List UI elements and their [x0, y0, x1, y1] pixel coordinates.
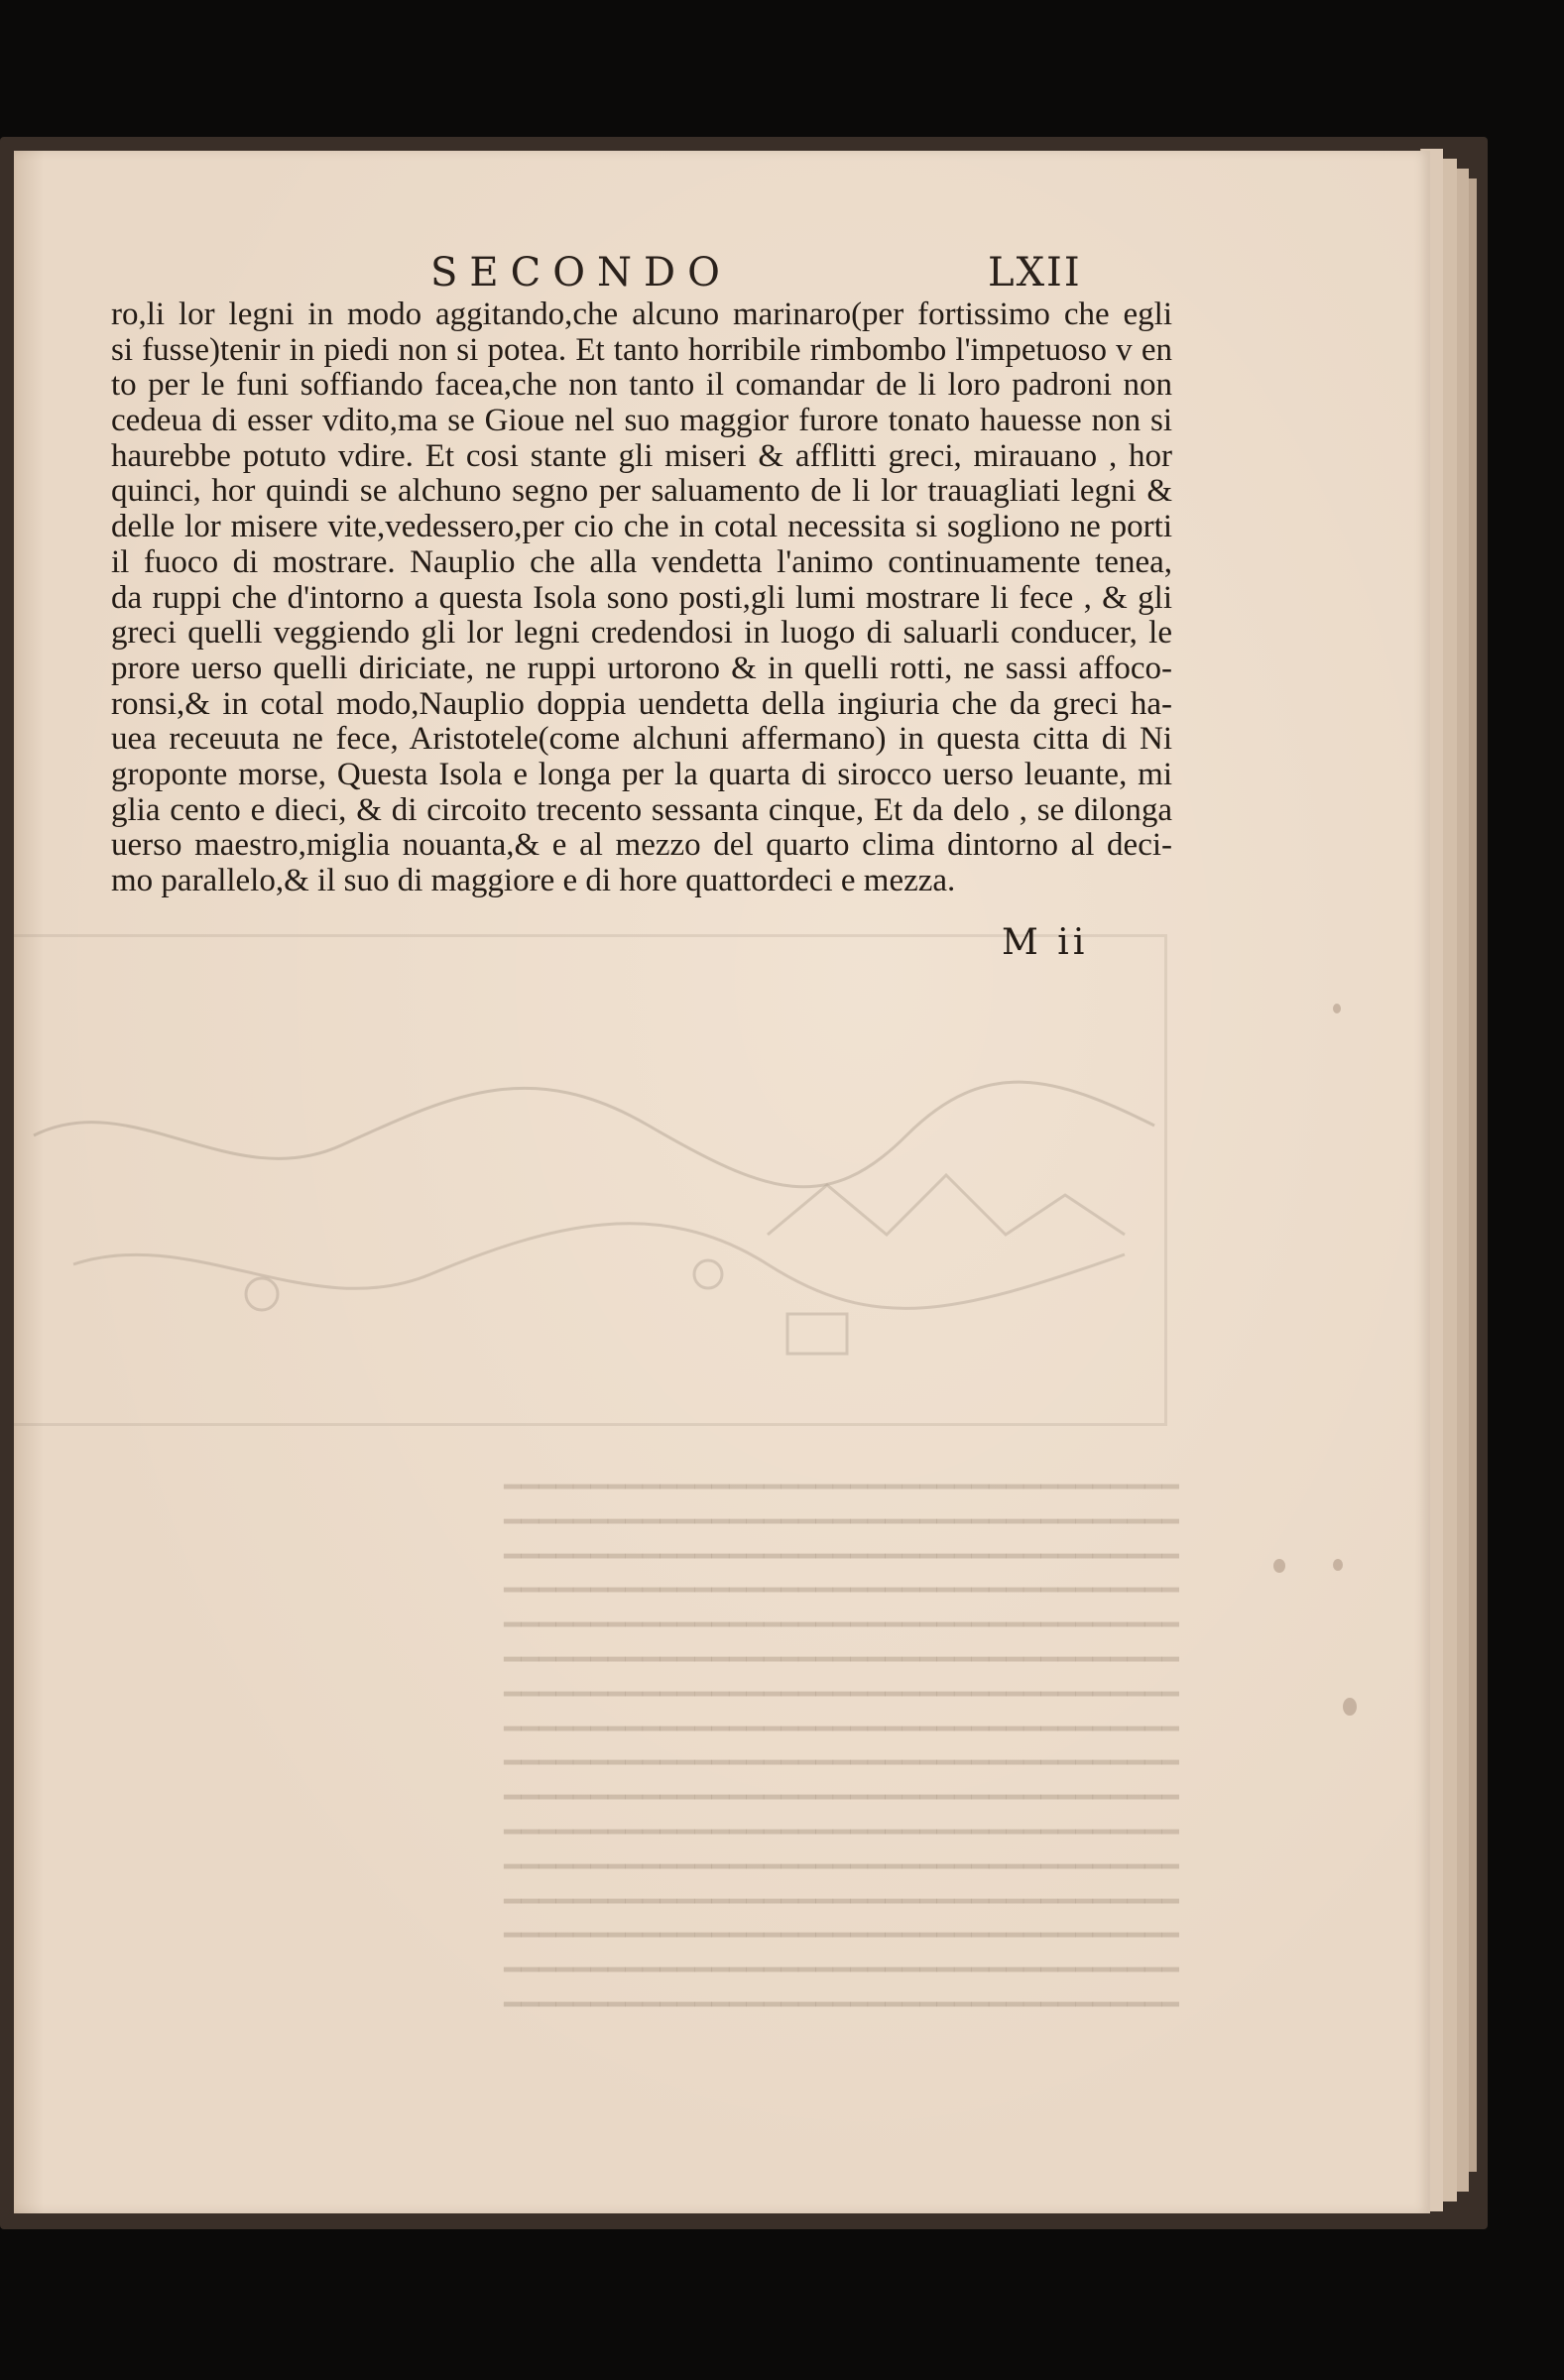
folio-number: LXII	[988, 250, 1082, 296]
text-line: uea receuuta ne fece, Aristotele(come alchuni affermano) in questa citta di Ni	[111, 722, 1172, 758]
signature-mark: M ii	[1002, 922, 1089, 963]
text-line: ronsi,& in cotal modo,Nauplio doppia uendetta della ingiuria che da greci ha-	[111, 686, 1172, 722]
text-line: haurebbe potuto vdire. Et cosi stante gli miseri & afflitti greci, mirauano , hor	[111, 438, 1172, 474]
text-line: greci quelli veggiendo gli lor legni credendosi in luogo di saluarli conducer, le	[111, 616, 1172, 652]
text-line: ro,li lor legni in modo aggitando,che alcuno marinaro(per fortissimo che egli	[111, 298, 1172, 332]
paper-stain	[1343, 1698, 1357, 1716]
text-line: mo parallelo,& il suo di maggiore e di hore quattordeci e mezza.	[111, 864, 956, 898]
body-text	[111, 298, 1172, 899]
paper-stain	[1333, 1004, 1341, 1013]
recto-page	[14, 151, 1430, 2213]
text-line: delle lor misere vite,vedessero,per cio che in cotal necessita si sogliono ne porti	[111, 510, 1172, 545]
text-line: cedeua di esser vdito,ma se Gioue nel suo maggior furore tonato hauesse non si	[111, 404, 1172, 439]
text-line: il fuoco di mostrare. Nauplio che alla vendetta l'animo continuamente tenea,	[111, 544, 1172, 580]
text-line: da ruppi che d'intorno a questa Isola sono posti,gli lumi mostrare li fece , & gli	[111, 580, 1172, 616]
running-head: SECONDO	[430, 250, 732, 296]
show-through-verso-text: ━━━━━━━━━━━━━━━━━━━━━━━━━━━━━━━━━━━━━━━ ━━━━━━━━━━━━━━━━━━━━━━━━━━━━━━━━━━━━━━━ ━━━━━━━━━━━━━━━━━━━━━━━━━━━━━━━━━━━━━━━ ━━━━━━━━━━━━━━━━━━━━━━━━━━━━━━━━━━━━━━━ ━━━━━━━━━━━━━━━━━━━━━━━━━━━━━━━━━━━━━━━ ━━━━━━━━━━━━━━━━━━━━━━━━━━━━━━━━━━━━━━━ ━━━━━━━━━━━━━━━━━━━━━━━━━━━━━━━━━━━━━━━ ━━━━━━━━━━━━━━━━━━━━━━━━━━━━━━━━━━━━━━━ ━━━━━━━━━━━━━━━━━━━━━━━━━━━━━━━━━━━━━━━ ━━━━━━━━━━━━━━━━━━━━━━━━━━━━━━━━━━━━━━━ ━━━━━━━━━━━━━━━━━━━━━━━━━━━━━━━━━━━━━━━ ━━━━━━━━━━━━━━━━━━━━━━━━━━━━━━━━━━━━━━━ ━━━━━━━━━━━━━━━━━━━━━━━━━━━━━━━━━━━━━━━ ━━━━━━━━━━━━━━━━━━━━━━━━━━━━━━━━━━━━━━━ ━━━━━━━━━━━━━━━━━━━━━━━━━━━━━━━━━━━━━━━ ━━━━━━━━━━━━━━━━━━━━━━━━━━━━━━━━━━━━━━━	[504, 1470, 1179, 2021]
text-line: si fusse)tenir in piedi non si potea. Et tanto horribile rimbombo l'impetuoso v en	[111, 332, 1172, 368]
text-line: glia cento e dieci, & di circoito trecento sessanta cinque, Et da delo , se dilonga	[111, 792, 1172, 828]
text-line: uerso maestro,miglia nouanta,& e al mezzo del quarto clima dintorno al deci-	[111, 828, 1172, 864]
text-line: prore uerso quelli diriciate, ne ruppi urtorono & in quelli rotti, ne sassi affoco-	[111, 651, 1172, 686]
text-line: quinci, hor quindi se alchuno segno per saluamento de li lor trauagliati legni &	[111, 474, 1172, 510]
text-line: to per le funi soffiando facea,che non tanto il comandar de li loro padroni non	[111, 368, 1172, 404]
show-through-map	[14, 934, 1167, 1426]
paper-stain	[1333, 1559, 1343, 1571]
paper-stain	[1273, 1559, 1285, 1573]
text-line: groponte morse, Questa Isola e longa per la quarta di sirocco uerso leuante, mi	[111, 757, 1172, 792]
